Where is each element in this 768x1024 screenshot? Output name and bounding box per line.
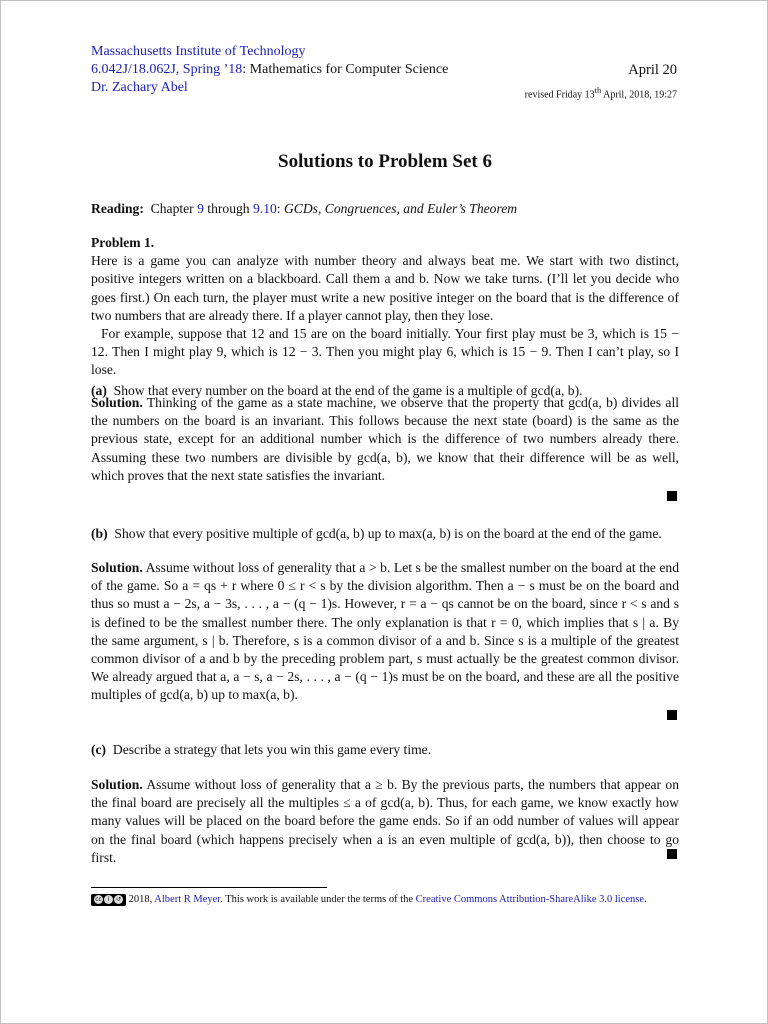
qed-mark-a (667, 491, 677, 501)
assignment-date: April 20 (628, 62, 677, 78)
part-c-question-text: Describe a strategy that lets you win this game every time. (112, 742, 432, 757)
part-a-solution (91, 394, 679, 485)
problem-intro: Here is a game you can analyze with number theory and always beat me. We start with two distinct, positive integers written on a blackboard. Call them a and b. Now we take turns. (I’ll let you decide who goes first.) On each turn, the player must write a new positive integer on the board that is the difference of two numbers that are already there. If a player cannot play, then they lose. (91, 253, 679, 323)
cc-license-icon[interactable]: cc i ↺ (91, 894, 126, 906)
part-b-question (91, 525, 679, 543)
reading-through-text: through (203, 201, 253, 216)
footnote-rule (91, 887, 327, 888)
problem-example: For example, suppose that 12 and 15 are on the board initially. Your first play must be 3, which is 15 − 12. Then I might play 9, which is 12 − 3. Then you might play 6, which is 15 − 9. Then I can’t play, so I lose. (91, 326, 679, 378)
part-c-label: (c) (91, 742, 107, 757)
part-c-solution (91, 776, 679, 867)
footer-middle: . This work is available under the terms of the (220, 894, 416, 905)
part-a-label: (a) (91, 382, 107, 398)
revision-sup: th (594, 86, 602, 95)
institution-link[interactable]: Massachusetts Institute of Technology (91, 44, 306, 59)
course-number-link[interactable]: 6.042J/18.062J, Spring ’18 (91, 62, 243, 77)
part-b-solution (91, 559, 679, 705)
author-link[interactable]: Albert R Meyer (154, 894, 221, 905)
reading-topic: GCDs, Congruences, and Euler’s Theorem (283, 201, 518, 216)
course-title: : Mathematics for Computer Science (242, 62, 449, 77)
course-line (91, 61, 448, 79)
reading-colon: : (276, 201, 284, 216)
part-b-solution-text: Assume without loss of generality that a > b. Let s be the smallest number on the board at the end of the game. So a = qs + r where 0 ≤ r < s by the division algorithm. Then a − s must be on the board and thus so must a − 2s, a − 3s, . . . , a − (q − 1)s. However, r = a − qs cannot be on the board, since r < s and s is defined to be the smallest number there. The only explanation is that r = 0, which implies that s | a. By the same argument, s | b. Therefore, s is a common divisor of a and b. Since s is a multiple of the greatest common divisor of a and b by the preceding problem part, s must actually be the greatest common divisor. We already argued that a, a − s, a − 2s, . . . , a − (q − 1)s must be on the board, and these are all the positive multiples of gcd(a, b) up to max(a, b). (91, 560, 679, 703)
header-left (91, 43, 448, 97)
part-a-question-text: Show that every number on the board at the end of the game is a multiple of gcd(a, b). (113, 382, 583, 398)
problem-heading: Problem 1. (91, 235, 155, 250)
part-a-solution-text: Thinking of the game as a state machine, we observe that the property that gcd(a, b) divides all the numbers on the board is an invariant. This follows because the next state (board) is the same as the previous state, except for an additional number which is the difference of two numbers already there. Assuming these two numbers are divisible by gcd(a, b), we know that their difference will be as well, which proves that the next state satisfies the invariant. (91, 395, 680, 483)
revision-prefix: revised Friday 13 (524, 89, 595, 101)
chapter-end-link[interactable]: 9.10 (253, 201, 277, 216)
footer-year: 2018, (126, 894, 155, 905)
part-b-solution-label: Solution. (91, 560, 143, 575)
reading-label: Reading: (91, 201, 144, 216)
license-link[interactable]: Creative Commons Attribution-ShareAlike 3.0 license (415, 894, 645, 905)
part-c-question (91, 741, 679, 759)
reading-line (91, 200, 679, 218)
problem-statement (91, 234, 679, 400)
header-right (525, 43, 677, 104)
chapter-start-link[interactable]: 9 (197, 201, 204, 216)
part-c-solution-label: Solution. (91, 777, 143, 792)
part-c-solution-text: Assume without loss of generality that a ≥ b. By the previous parts, the numbers that appear on the final board are precisely all the multiples ≤ a of gcd(a, b). Thus, for each game, we know exactly how many values will be placed on the board before the game ends. So if an odd number of values will appear on the final board (which happens precisely when a is an even multiple of gcd(a, b)), then choose to go first. (91, 777, 679, 865)
revision-note (525, 82, 677, 104)
page-title: Solutions to Problem Set 6 (278, 151, 492, 172)
qed-mark-b (667, 710, 677, 720)
instructor-link[interactable]: Dr. Zachary Abel (91, 80, 188, 95)
qed-mark-c (667, 849, 677, 859)
part-b-question-text: Show that every positive multiple of gcd(a, b) up to max(a, b) is on the board at the end of the game. (114, 526, 662, 541)
license-footer (91, 892, 681, 908)
revision-suffix: April, 2018, 19:27 (601, 89, 677, 101)
reading-chapter-text: Chapter (150, 201, 198, 216)
footer-end: . (644, 894, 647, 905)
part-a-solution-label: Solution. (91, 395, 143, 410)
part-b-label: (b) (91, 526, 108, 541)
